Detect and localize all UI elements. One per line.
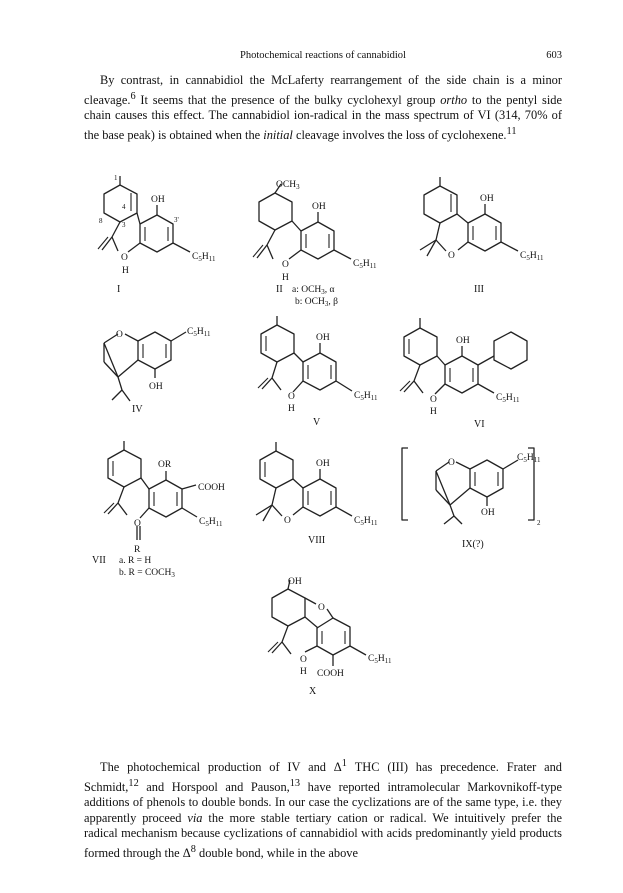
variant-a-label: a. R = H <box>119 556 152 566</box>
pentyl-label: $C_5H_{11}$ <box>354 391 378 402</box>
variant-a-label: a: $OCH_3$, α <box>292 285 335 296</box>
hydrogen-label: H <box>430 407 437 417</box>
structure-caption: II <box>276 284 283 295</box>
oxygen-label: O <box>430 395 437 405</box>
hydrogen-label: H <box>282 273 289 283</box>
structure-VI <box>400 318 527 430</box>
oxygen-label: O <box>121 253 128 263</box>
structure-caption: VII <box>92 555 106 566</box>
r-group-label: R <box>134 545 141 555</box>
structure-caption: I <box>117 284 121 295</box>
position-4-label: 4 <box>122 203 126 211</box>
hydroxyl-label: OH <box>316 333 330 343</box>
structure-caption: IV <box>132 404 143 415</box>
hydroxyl-label: OH <box>151 195 165 205</box>
pentyl-label: $C_5H_{11}$ <box>192 252 216 263</box>
or-group-label: OR <box>158 460 172 470</box>
ring-oxygen-label: O <box>448 251 455 261</box>
pentyl-label: $C_5H_{11}$ <box>354 516 378 527</box>
pentyl-label: $C_5H_{11}$ <box>353 259 377 270</box>
methoxy-label: $OCH_3$ <box>276 180 300 191</box>
structure-caption: X <box>309 686 317 697</box>
pentyl-label: $C_5H_{11}$ <box>496 393 520 404</box>
pentyl-label: $C_5H_{11}$ <box>520 251 544 262</box>
carboxyl-label: COOH <box>198 483 225 493</box>
ring-oxygen-label: O <box>284 516 291 526</box>
reference-6: 6 <box>130 90 136 102</box>
hydrogen-label: H <box>300 667 307 677</box>
hydroxyl-label: OH <box>456 336 470 346</box>
ring-oxygen-label: O <box>448 458 455 468</box>
oxygen-label: O <box>134 519 141 529</box>
structure-VII <box>92 441 225 579</box>
position-8-label: 8 <box>99 217 103 225</box>
variant-b-label: b. $R = COCH_3$ <box>119 568 175 579</box>
pentyl-label: $C_5H_{11}$ <box>187 327 211 338</box>
position-1-label: 1 <box>114 174 118 182</box>
reference-12: 12 <box>128 777 139 789</box>
structure-caption: III <box>474 284 484 295</box>
position-3-prime-label: 3' <box>174 216 179 224</box>
paragraph-mclaferty: By contrast, in cannabidiol the McLaferty rearrangement of the side chain is a minor cleavage.$^6$ It seems that the presence of the bulky cyclohexyl group ortho to the pentyl side chain causes this effect. The cannabidiol ion-radical in the mass spectrum of VI (314, 70% of the base peak) is obtained when the initial cleavage involves the loss of cyclohexene.$^{11}$ <box>84 73 562 142</box>
page-number: 603 <box>546 50 562 61</box>
reference-13: 13 <box>289 777 301 789</box>
hydroxyl-label: OH <box>481 508 495 518</box>
structure-caption: IX(?) <box>462 539 484 550</box>
structure-I <box>98 174 216 295</box>
hydroxyl-label: OH <box>480 194 494 204</box>
hydroxyl-label: OH <box>288 577 302 587</box>
carboxyl-label: COOH <box>317 669 344 679</box>
oxygen-label: O <box>282 260 289 270</box>
structure-V <box>258 316 378 428</box>
structure-caption: VIII <box>308 535 326 546</box>
dimer-subscript: 2 <box>537 519 541 527</box>
hydroxyl-label: OH <box>149 382 163 392</box>
structure-III <box>420 177 544 295</box>
hydroxyl-label: OH <box>316 459 330 469</box>
oxygen-label: O <box>300 655 307 665</box>
structure-caption: V <box>313 417 321 428</box>
structure-IX <box>402 448 541 550</box>
oxygen-label: O <box>288 392 295 402</box>
structure-VIII <box>256 442 378 546</box>
running-title: Photochemical reactions of cannabidiol <box>240 50 406 61</box>
ring-oxygen-label: O <box>116 330 123 340</box>
hydroxyl-label: OH <box>312 202 326 212</box>
structure-caption: VI <box>474 419 485 430</box>
furan-oxygen-label: O <box>318 603 325 613</box>
pentyl-label: $C_5H_{11}$ <box>199 517 223 528</box>
pentyl-label: $C_5H_{11}$ <box>368 654 392 665</box>
pentyl-label: $C_5H_{11}$ <box>517 453 541 464</box>
paragraph-photochemical-production: The photochemical production of IV and $\Delta^1$ THC (III) has precedence. Frater and Schmidt,$^{12}$ and Horspool and Pauson,$^{13}$ have reported intramolecular Markovnikoff-type additions of phenols to double bonds. In our case the cyclizations are of the same type, i.e. they apparently proceed via the more stable tertiary cation or radical. We intuitively prefer the radical mechanism because cyclizations of cannabidiol with acids predominantly yield products formed through the $\Delta^8$ double bond, while in the above <box>84 758 562 860</box>
structure-X <box>268 577 392 697</box>
variant-b-label: b: $OCH_3$, β <box>295 297 338 308</box>
structure-IV <box>104 327 211 415</box>
reference-11: 11 <box>506 125 517 137</box>
hydrogen-label: H <box>288 404 295 414</box>
position-3-label: 3 <box>122 221 126 229</box>
hydrogen-label: H <box>122 266 129 276</box>
structure-II <box>253 180 377 308</box>
